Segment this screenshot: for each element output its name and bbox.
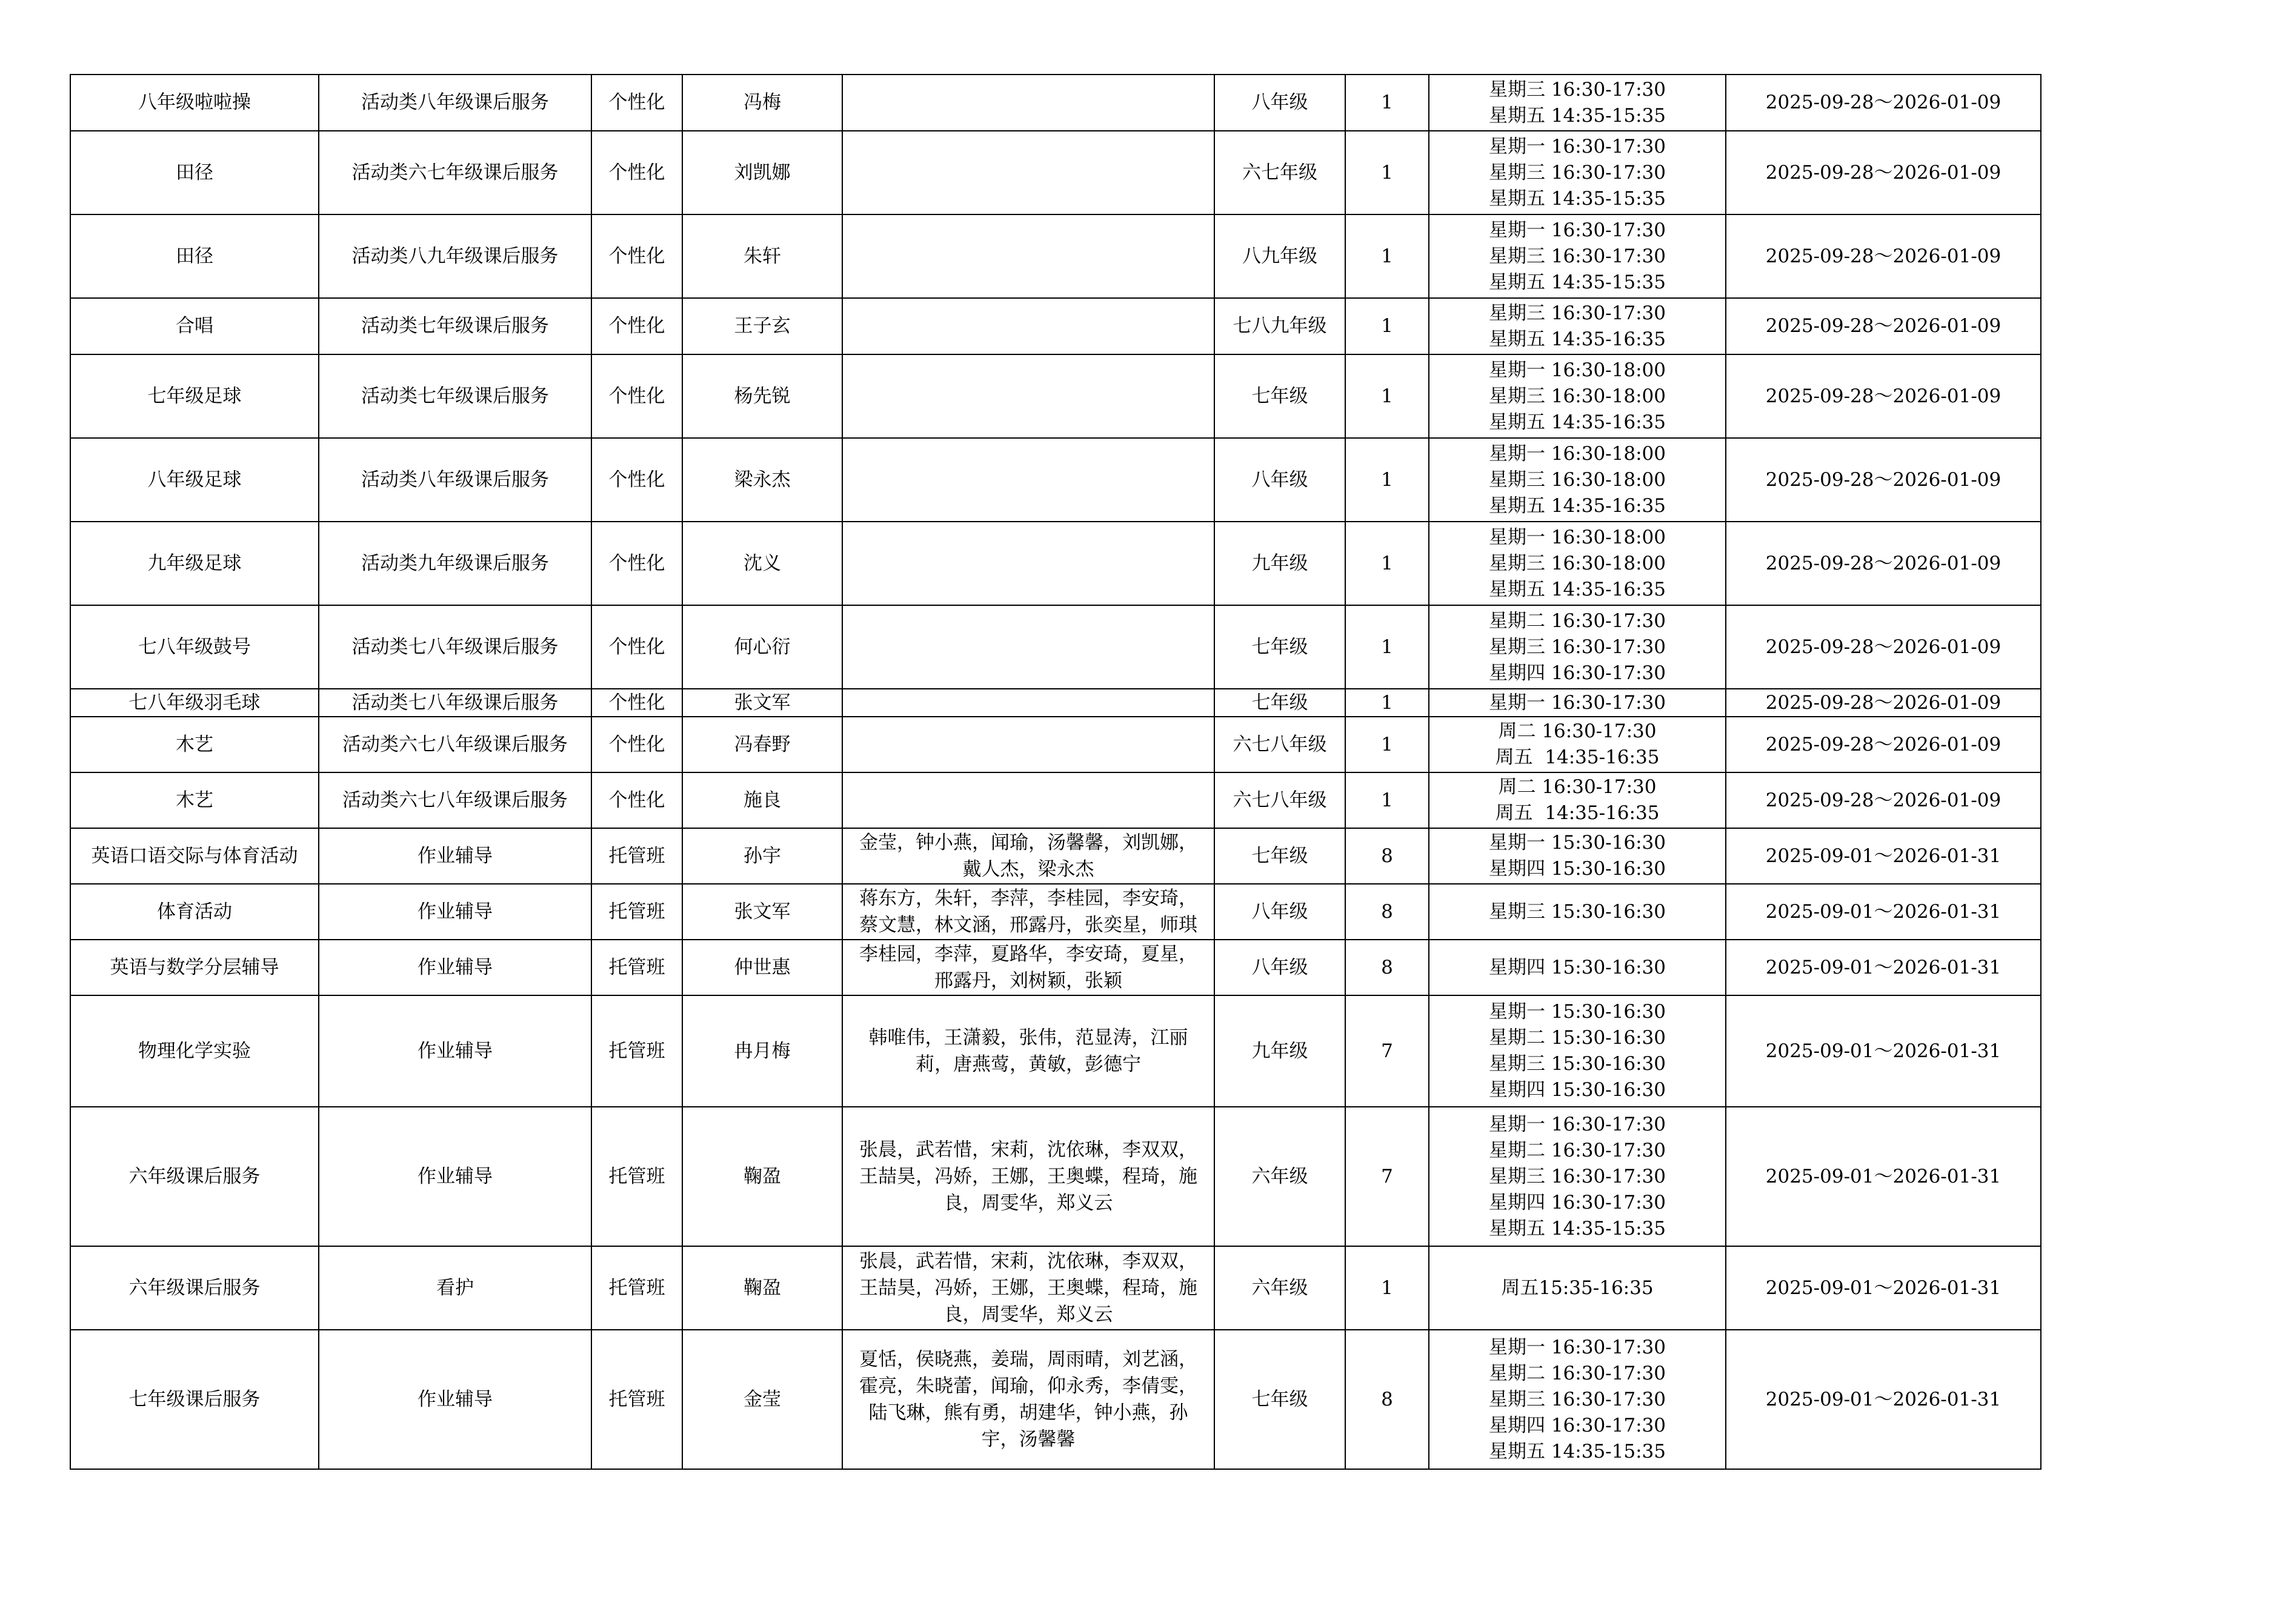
type-cell: 个性化 <box>591 689 682 717</box>
type-cell: 托管班 <box>591 1246 682 1330</box>
times-cell: 周五15:35-16:35 <box>1429 1246 1726 1330</box>
grade-cell: 八年级 <box>1214 940 1345 995</box>
table-row <box>70 605 2041 689</box>
table-row <box>70 1246 2041 1330</box>
table-row <box>70 1107 2041 1246</box>
type-cell: 个性化 <box>591 605 682 689</box>
students-cell: 李桂园，李萍，夏路华，李安琦，夏星，邢露丹，刘树颖，张颖 <box>842 940 1214 995</box>
count-cell: 8 <box>1345 884 1429 940</box>
table-row <box>70 995 2041 1107</box>
category-cell: 活动类九年级课后服务 <box>319 522 591 605</box>
category-cell: 活动类七八年级课后服务 <box>319 605 591 689</box>
period-cell: 2025-09-01～2026-01-31 <box>1726 1246 2041 1330</box>
times-cell: 星期四 15:30-16:30 <box>1429 940 1726 995</box>
type-cell: 托管班 <box>591 884 682 940</box>
course-name-cell: 田径 <box>70 214 319 298</box>
grade-cell: 九年级 <box>1214 522 1345 605</box>
count-cell: 1 <box>1345 298 1429 354</box>
times-cell: 周二 16:30-17:30 周五 14:35-16:35 <box>1429 717 1726 772</box>
times-cell: 星期一 15:30-16:30 星期四 15:30-16:30 <box>1429 828 1726 884</box>
students-cell: 韩唯伟，王潇毅，张伟，范显涛，江丽莉，唐燕莺，黄敏，彭德宁 <box>842 995 1214 1107</box>
times-cell: 星期三 16:30-17:30 星期五 14:35-15:35 <box>1429 75 1726 131</box>
type-cell: 个性化 <box>591 214 682 298</box>
category-cell: 活动类八年级课后服务 <box>319 438 591 522</box>
table-row <box>70 828 2041 884</box>
count-cell: 1 <box>1345 438 1429 522</box>
count-cell: 1 <box>1345 354 1429 438</box>
category-cell: 看护 <box>319 1246 591 1330</box>
count-cell: 7 <box>1345 995 1429 1107</box>
grade-cell: 七年级 <box>1214 354 1345 438</box>
type-cell: 托管班 <box>591 995 682 1107</box>
course-name-cell: 七年级足球 <box>70 354 319 438</box>
period-cell: 2025-09-28～2026-01-09 <box>1726 214 2041 298</box>
teacher-cell: 金莹 <box>682 1330 842 1469</box>
period-cell: 2025-09-28～2026-01-09 <box>1726 522 2041 605</box>
category-cell: 活动类六七年级课后服务 <box>319 131 591 214</box>
students-cell <box>842 438 1214 522</box>
course-name-cell: 物理化学实验 <box>70 995 319 1107</box>
teacher-cell: 仲世惠 <box>682 940 842 995</box>
count-cell: 1 <box>1345 605 1429 689</box>
count-cell: 1 <box>1345 131 1429 214</box>
grade-cell: 七年级 <box>1214 689 1345 717</box>
table-row <box>70 884 2041 940</box>
category-cell: 活动类七年级课后服务 <box>319 354 591 438</box>
table-row <box>70 354 2041 438</box>
teacher-cell: 杨先锐 <box>682 354 842 438</box>
grade-cell: 六七八年级 <box>1214 772 1345 828</box>
students-cell <box>842 717 1214 772</box>
count-cell: 8 <box>1345 1330 1429 1469</box>
period-cell: 2025-09-28～2026-01-09 <box>1726 717 2041 772</box>
teacher-cell: 何心衍 <box>682 605 842 689</box>
table-row <box>70 438 2041 522</box>
category-cell: 活动类七年级课后服务 <box>319 298 591 354</box>
type-cell: 个性化 <box>591 298 682 354</box>
course-name-cell: 六年级课后服务 <box>70 1107 319 1246</box>
times-cell: 星期一 16:30-18:00 星期三 16:30-18:00 星期五 14:35-16:35 <box>1429 522 1726 605</box>
grade-cell: 九年级 <box>1214 995 1345 1107</box>
type-cell: 个性化 <box>591 354 682 438</box>
teacher-cell: 孙宇 <box>682 828 842 884</box>
teacher-cell: 鞠盈 <box>682 1246 842 1330</box>
category-cell: 活动类六七八年级课后服务 <box>319 717 591 772</box>
grade-cell: 八九年级 <box>1214 214 1345 298</box>
teacher-cell: 梁永杰 <box>682 438 842 522</box>
grade-cell: 七年级 <box>1214 605 1345 689</box>
students-cell: 蒋东方，朱轩，李萍，李桂园，李安琦，蔡文慧，林文涵，邢露丹，张奕星，师琪 <box>842 884 1214 940</box>
table-row <box>70 717 2041 772</box>
table-row <box>70 298 2041 354</box>
course-schedule-table <box>70 74 2041 1470</box>
type-cell: 个性化 <box>591 772 682 828</box>
table-row <box>70 772 2041 828</box>
teacher-cell: 张文军 <box>682 884 842 940</box>
period-cell: 2025-09-28～2026-01-09 <box>1726 438 2041 522</box>
course-name-cell: 七年级课后服务 <box>70 1330 319 1469</box>
students-cell <box>842 298 1214 354</box>
category-cell: 活动类八九年级课后服务 <box>319 214 591 298</box>
type-cell: 托管班 <box>591 828 682 884</box>
grade-cell: 七八九年级 <box>1214 298 1345 354</box>
table-row <box>70 75 2041 131</box>
times-cell: 星期一 16:30-17:30 星期三 16:30-17:30 星期五 14:35-15:35 <box>1429 214 1726 298</box>
period-cell: 2025-09-01～2026-01-31 <box>1726 884 2041 940</box>
teacher-cell: 朱轩 <box>682 214 842 298</box>
course-name-cell: 田径 <box>70 131 319 214</box>
period-cell: 2025-09-28～2026-01-09 <box>1726 354 2041 438</box>
students-cell <box>842 75 1214 131</box>
category-cell: 作业辅导 <box>319 884 591 940</box>
category-cell: 作业辅导 <box>319 995 591 1107</box>
times-cell: 星期三 15:30-16:30 <box>1429 884 1726 940</box>
students-cell <box>842 689 1214 717</box>
students-cell <box>842 605 1214 689</box>
type-cell: 个性化 <box>591 522 682 605</box>
course-name-cell: 木艺 <box>70 772 319 828</box>
course-name-cell: 英语与数学分层辅导 <box>70 940 319 995</box>
course-name-cell: 九年级足球 <box>70 522 319 605</box>
course-name-cell: 木艺 <box>70 717 319 772</box>
table-row <box>70 1330 2041 1469</box>
count-cell: 1 <box>1345 214 1429 298</box>
type-cell: 个性化 <box>591 717 682 772</box>
category-cell: 活动类六七八年级课后服务 <box>319 772 591 828</box>
students-cell: 金莹，钟小燕，闻瑜，汤馨馨，刘凯娜，戴人杰，梁永杰 <box>842 828 1214 884</box>
students-cell <box>842 131 1214 214</box>
students-cell <box>842 354 1214 438</box>
category-cell: 活动类七八年级课后服务 <box>319 689 591 717</box>
times-cell: 星期一 16:30-17:30 <box>1429 689 1726 717</box>
grade-cell: 八年级 <box>1214 75 1345 131</box>
table-row <box>70 522 2041 605</box>
count-cell: 1 <box>1345 75 1429 131</box>
course-name-cell: 七八年级羽毛球 <box>70 689 319 717</box>
count-cell: 1 <box>1345 772 1429 828</box>
times-cell: 周二 16:30-17:30 周五 14:35-16:35 <box>1429 772 1726 828</box>
course-name-cell: 八年级足球 <box>70 438 319 522</box>
period-cell: 2025-09-01～2026-01-31 <box>1726 995 2041 1107</box>
period-cell: 2025-09-28～2026-01-09 <box>1726 131 2041 214</box>
category-cell: 作业辅导 <box>319 1330 591 1469</box>
table-row <box>70 131 2041 214</box>
teacher-cell: 冉月梅 <box>682 995 842 1107</box>
count-cell: 1 <box>1345 689 1429 717</box>
category-cell: 作业辅导 <box>319 1107 591 1246</box>
times-cell: 星期一 16:30-17:30 星期三 16:30-17:30 星期五 14:35-15:35 <box>1429 131 1726 214</box>
type-cell: 个性化 <box>591 75 682 131</box>
grade-cell: 八年级 <box>1214 438 1345 522</box>
table-row <box>70 940 2041 995</box>
type-cell: 托管班 <box>591 1107 682 1246</box>
times-cell: 星期三 16:30-17:30 星期五 14:35-16:35 <box>1429 298 1726 354</box>
period-cell: 2025-09-01～2026-01-31 <box>1726 1330 2041 1469</box>
teacher-cell: 冯春野 <box>682 717 842 772</box>
type-cell: 个性化 <box>591 131 682 214</box>
period-cell: 2025-09-28～2026-01-09 <box>1726 772 2041 828</box>
students-cell <box>842 772 1214 828</box>
type-cell: 个性化 <box>591 438 682 522</box>
teacher-cell: 施良 <box>682 772 842 828</box>
grade-cell: 八年级 <box>1214 884 1345 940</box>
students-cell <box>842 522 1214 605</box>
grade-cell: 七年级 <box>1214 828 1345 884</box>
period-cell: 2025-09-01～2026-01-31 <box>1726 1107 2041 1246</box>
course-name-cell: 七八年级鼓号 <box>70 605 319 689</box>
times-cell: 星期一 15:30-16:30 星期二 15:30-16:30 星期三 15:30-16:30 星期四 15:30-16:30 <box>1429 995 1726 1107</box>
period-cell: 2025-09-01～2026-01-31 <box>1726 828 2041 884</box>
teacher-cell: 张文军 <box>682 689 842 717</box>
teacher-cell: 刘凯娜 <box>682 131 842 214</box>
category-cell: 作业辅导 <box>319 940 591 995</box>
period-cell: 2025-09-28～2026-01-09 <box>1726 75 2041 131</box>
period-cell: 2025-09-28～2026-01-09 <box>1726 689 2041 717</box>
course-name-cell: 八年级啦啦操 <box>70 75 319 131</box>
course-name-cell: 合唱 <box>70 298 319 354</box>
course-name-cell: 六年级课后服务 <box>70 1246 319 1330</box>
count-cell: 8 <box>1345 940 1429 995</box>
count-cell: 1 <box>1345 1246 1429 1330</box>
grade-cell: 六七八年级 <box>1214 717 1345 772</box>
grade-cell: 六七年级 <box>1214 131 1345 214</box>
teacher-cell: 冯梅 <box>682 75 842 131</box>
count-cell: 1 <box>1345 717 1429 772</box>
times-cell: 星期一 16:30-17:30 星期二 16:30-17:30 星期三 16:30-17:30 星期四 16:30-17:30 星期五 14:35-15:35 <box>1429 1330 1726 1469</box>
type-cell: 托管班 <box>591 1330 682 1469</box>
students-cell: 夏恬，侯晓燕，姜瑞，周雨晴，刘艺涵，霍亮，朱晓蕾，闻瑜，仰永秀，李倩雯，陆飞琳，熊有勇，胡建华，钟小燕，孙宇，汤馨馨 <box>842 1330 1214 1469</box>
type-cell: 托管班 <box>591 940 682 995</box>
table-row <box>70 214 2041 298</box>
grade-cell: 六年级 <box>1214 1246 1345 1330</box>
times-cell: 星期一 16:30-18:00 星期三 16:30-18:00 星期五 14:35-16:35 <box>1429 354 1726 438</box>
period-cell: 2025-09-28～2026-01-09 <box>1726 298 2041 354</box>
table-row <box>70 689 2041 717</box>
grade-cell: 六年级 <box>1214 1107 1345 1246</box>
course-name-cell: 英语口语交际与体育活动 <box>70 828 319 884</box>
students-cell: 张晨，武若惜，宋莉，沈依琳，李双双，王喆昊，冯娇，王娜，王奥蝶，程琦，施良，周雯华，郑义云 <box>842 1107 1214 1246</box>
students-cell <box>842 214 1214 298</box>
teacher-cell: 王子玄 <box>682 298 842 354</box>
count-cell: 8 <box>1345 828 1429 884</box>
teacher-cell: 沈义 <box>682 522 842 605</box>
count-cell: 1 <box>1345 522 1429 605</box>
times-cell: 星期二 16:30-17:30 星期三 16:30-17:30 星期四 16:30-17:30 <box>1429 605 1726 689</box>
students-cell: 张晨，武若惜，宋莉，沈依琳，李双双，王喆昊，冯娇，王娜，王奥蝶，程琦，施良，周雯华，郑义云 <box>842 1246 1214 1330</box>
count-cell: 7 <box>1345 1107 1429 1246</box>
category-cell: 活动类八年级课后服务 <box>319 75 591 131</box>
category-cell: 作业辅导 <box>319 828 591 884</box>
times-cell: 星期一 16:30-17:30 星期二 16:30-17:30 星期三 16:30-17:30 星期四 16:30-17:30 星期五 14:35-15:35 <box>1429 1107 1726 1246</box>
grade-cell: 七年级 <box>1214 1330 1345 1469</box>
period-cell: 2025-09-28～2026-01-09 <box>1726 605 2041 689</box>
table-body <box>70 75 2041 1469</box>
course-name-cell: 体育活动 <box>70 884 319 940</box>
times-cell: 星期一 16:30-18:00 星期三 16:30-18:00 星期五 14:35-16:35 <box>1429 438 1726 522</box>
period-cell: 2025-09-01～2026-01-31 <box>1726 940 2041 995</box>
teacher-cell: 鞠盈 <box>682 1107 842 1246</box>
